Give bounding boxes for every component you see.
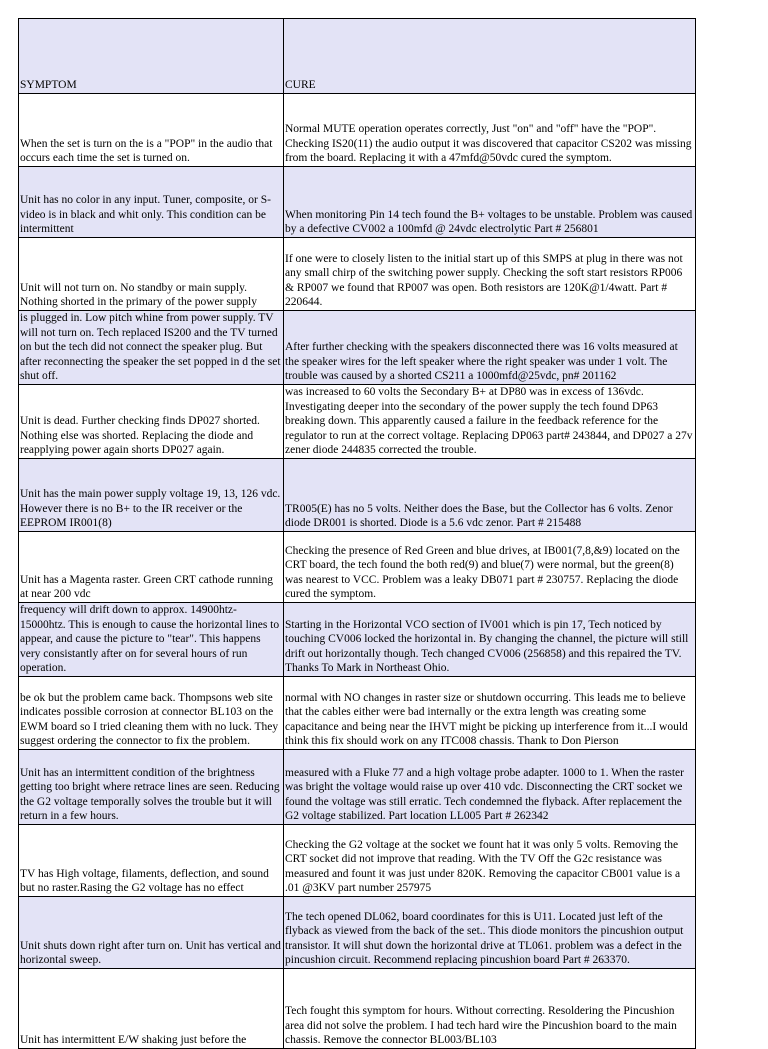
symptom-cell: TV has High voltage, filaments, deflection, and sound but no raster.Rasing the G2 voltage has no effect bbox=[19, 824, 284, 896]
table-row bbox=[19, 676, 696, 749]
table-row bbox=[19, 824, 696, 896]
symptom-cell: frequency will drift down to approx. 14900htz-15000htz. This is enough to cause the horizontal lines to appear, and cause the picture to "tear". This happens very consistantly after on for several hours of run operation. bbox=[19, 602, 284, 676]
table-row bbox=[19, 311, 696, 385]
header-row bbox=[19, 19, 696, 94]
cure-cell: If one were to closely listen to the initial start up of this SMPS at plug in there was not any small chirp of the switching power supply. Checking the soft start resistors RP006 & RP007 we found that RP007 was open. Both resistors are 120K@1/4watt. Part # 220644. bbox=[284, 238, 696, 311]
symptom-cell: be ok but the problem came back. Thompsons web site indicates possible corrosion at connector BL103 on the EWM board so I tried cleaning them with no luck. They suggest ordering the connector to fix the problem. bbox=[19, 676, 284, 749]
cure-cell: When monitoring Pin 14 tech found the B+ voltages to be unstable. Problem was caused by a defective CV002 a 100mfd @ 24vdc electrolytic Part # 256801 bbox=[284, 167, 696, 238]
cure-cell: Normal MUTE operation operates correctly, Just "on" and "off" have the "POP". Checking IS20(11) the audio output it was discovered that capacitor CS202 was missing from the board. Replacing it with a 47mfd@50vdc cured the symptom. bbox=[284, 94, 696, 167]
symptom-cell: Unit has no color in any input. Tuner, composite, or S-video is in black and whit only. This condition can be intermittent bbox=[19, 167, 284, 238]
symptom-cell: Unit has an intermittent condition of the brightness getting too bright where retrace lines are seen. Reducing the G2 voltage temporally solves the trouble but it will return in a few hours. bbox=[19, 749, 284, 824]
cure-header: CURE bbox=[284, 19, 696, 94]
cure-cell: After further checking with the speakers disconnected there was 16 volts measured at the speaker wires for the left speaker where the right speaker was under 1 volt. The trouble was caused by a shorted CS211 a 1000mfd@25vdc, pn# 201162 bbox=[284, 311, 696, 385]
symptom-cell: is plugged in. Low pitch whine from power supply. TV will not turn on. Tech replaced IS200 and the TV turned on but the tech did not connect the speaker plug. But after reconnecting the speaker the set popped in d the set shut off. bbox=[19, 311, 284, 385]
symptom-cell: Unit will not turn on. No standby or main supply. Nothing shorted in the primary of the power supply bbox=[19, 238, 284, 311]
symptom-cell: Unit has intermittent E/W shaking just before the bbox=[19, 968, 284, 1048]
table-row bbox=[19, 602, 696, 676]
table-row bbox=[19, 167, 696, 238]
cure-cell: Starting in the Horizontal VCO section of IV001 which is pin 17, Tech noticed by touching CV006 locked the horizontal in. By changing the channel, the picture will still drift out horizontally though. Tech changed CV006 (256858) and this repaired the TV. Thanks To Mark in Northeast Ohio. bbox=[284, 602, 696, 676]
cure-cell: Tech fought this symptom for hours. Without correcting. Resoldering the Pincushion area did not solve the problem. I had tech hard wire the Pincushion board to the main chassis. Remove the connector BL003/BL103 bbox=[284, 968, 696, 1048]
table-row bbox=[19, 384, 696, 458]
symptom-header: SYMPTOM bbox=[19, 19, 284, 94]
symptom-cell: When the set is turn on the is a "POP" in the audio that occurs each time the set is turned on. bbox=[19, 94, 284, 167]
cure-cell: TR005(E) has no 5 volts. Neither does the Base, but the Collector has 6 volts. Zenor diode DR001 is shorted. Diode is a 5.6 vdc zenor. Part # 215488 bbox=[284, 458, 696, 531]
symptom-cell: Unit is dead. Further checking finds DP027 shorted. Nothing else was shorted. Replacing the diode and reapplying power again shorts DP027 again. bbox=[19, 384, 284, 458]
table-row bbox=[19, 968, 696, 1048]
cure-cell: normal with NO changes in raster size or shutdown occurring. This leads me to believe that the cables either were bad internally or the extra length was creating some capacitance and being near the IHVT might be picking up interference from it...I would think this fix should work on any ITC008 chassis. Thank to Don Pierson bbox=[284, 676, 696, 749]
table-row bbox=[19, 749, 696, 824]
table-row bbox=[19, 896, 696, 968]
table-row bbox=[19, 458, 696, 531]
symptom-cell: Unit has the main power supply voltage 19, 13, 126 vdc. However there is no B+ to the IR receiver or the EEPROM IR001(8) bbox=[19, 458, 284, 531]
cure-cell: The tech opened DL062, board coordinates for this is U11. Located just left of the flyback as viewed from the back of the set.. This diode monitors the pincushion output transistor. It will shut down the horizontal drive at TL061. problem was a defect in the pincushion circuit. Recommend replacing pincushion board Part # 263370. bbox=[284, 896, 696, 968]
cure-cell: was increased to 60 volts the Secondary B+ at DP80 was in excess of 136vdc. Investigating deeper into the secondary of the power supply the tech found DP63 breaking down. This apparently caused a failure in the feedback reference for the regulator to run at the correct voltage. Replacing DP063 part# 243844, and DP027 a 27v zener diode 244835 corrected the trouble. bbox=[284, 384, 696, 458]
cure-cell: measured with a Fluke 77 and a high voltage probe adapter. 1000 to 1. When the raster was bright the voltage would raise up over 410 vdc. Disconnecting the CRT socket we found the voltage was still erratic. Tech condemned the flyback. After replacement the G2 voltage stabilized. Part location LL005 Part # 262342 bbox=[284, 749, 696, 824]
cure-cell: Checking the G2 voltage at the socket we fount hat it was only 5 volts. Removing the CRT socket did not improve that reading. With the TV Off the G2c resistance was measured and fount it was just under 820K. Removing the capacitor CB001 value is a .01 @3KV part number 257975 bbox=[284, 824, 696, 896]
symptom-cell: Unit shuts down right after turn on. Unit has vertical and horizontal sweep. bbox=[19, 896, 284, 968]
table-row bbox=[19, 94, 696, 167]
table-row bbox=[19, 531, 696, 602]
table-row bbox=[19, 238, 696, 311]
cure-cell: Checking the presence of Red Green and blue drives, at IB001(7,8,&9) located on the CRT board, the tech found the both red(9) and blue(7) were normal, but the green(8) was nearest to VCC. Problem was a leaky DB071 part # 230757. Replacing the diode cured the symptom. bbox=[284, 531, 696, 602]
symptom-cell: Unit has a Magenta raster. Green CRT cathode running at near 200 vdc bbox=[19, 531, 284, 602]
repair-table bbox=[18, 18, 696, 1049]
